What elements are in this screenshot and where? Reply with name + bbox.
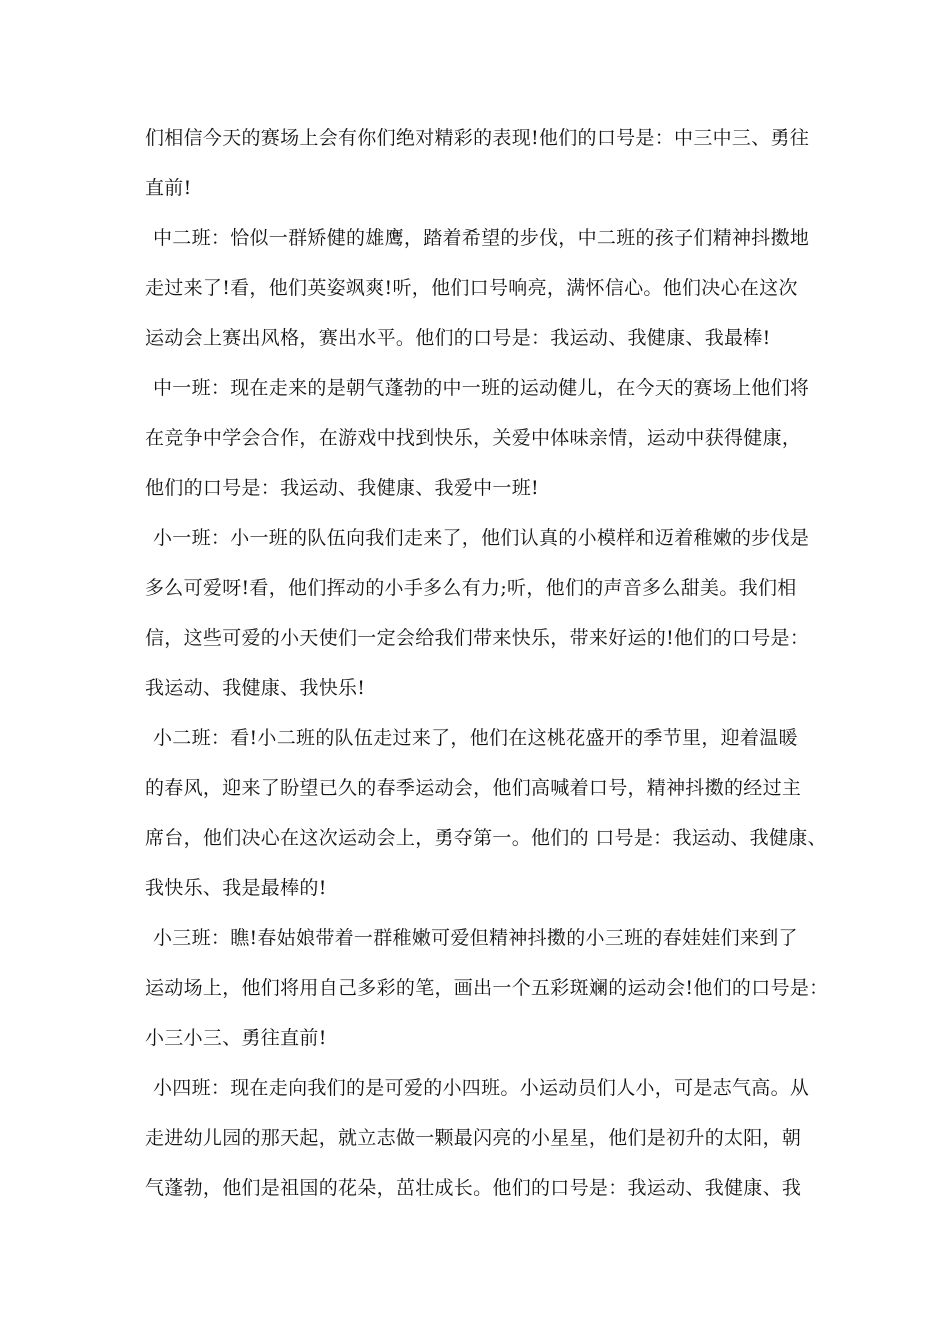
text-line: 直前! — [145, 177, 192, 199]
text-line: 运动场上，他们将用自己多彩的笔，画出一个五彩斑斓的运动会!他们的口号是： — [145, 977, 829, 999]
text-line: 走过来了!看，他们英姿飒爽!听，他们口号响亮，满怀信心。他们决心在这次 — [145, 277, 798, 299]
text-line: 信，这些可爱的小天使们一定会给我们带来快乐，带来好运的!他们的口号是： — [145, 627, 810, 649]
text-line: 中二班：恰似一群矫健的雄鹰，踏着希望的步伐，中二班的孩子们精神抖擞地 — [153, 227, 810, 249]
text-line: 气蓬勃，他们是祖国的花朵，茁壮成长。他们的口号是：我运动、我健康、我 — [145, 1177, 802, 1199]
text-line: 小三小三、勇往直前! — [145, 1027, 327, 1049]
text-line: 运动会上赛出风格，赛出水平。他们的口号是：我运动、我健康、我最棒! — [145, 327, 771, 349]
text-line: 们相信今天的赛场上会有你们绝对精彩的表现!他们的口号是：中三中三、勇往 — [145, 127, 810, 149]
text-line: 他们的口号是：我运动、我健康、我爱中一班! — [145, 477, 539, 499]
text-line: 中一班：现在走来的是朝气蓬勃的中一班的运动健儿，在今天的赛场上他们将 — [153, 377, 810, 399]
text-line: 小二班：看!小二班的队伍走过来了，他们在这桃花盛开的季节里，迎着温暖 — [153, 727, 798, 749]
text-line: 我运动、我健康、我快乐! — [145, 677, 366, 699]
text-line: 小一班：小一班的队伍向我们走来了，他们认真的小模样和迈着稚嫩的步伐是 — [153, 527, 810, 549]
text-line: 我快乐、我是最棒的! — [145, 877, 327, 899]
text-line: 在竞争中学会合作，在游戏中找到快乐，关爱中体味亲情，运动中获得健康， — [145, 427, 802, 449]
text-line: 席台，他们决心在这次运动会上，勇夺第一。他们的 口号是：我运动、我健康、 — [145, 827, 827, 849]
text-line: 小四班：现在走向我们的是可爱的小四班。小运动员们人小，可是志气高。从 — [153, 1077, 810, 1099]
text-line: 多么可爱呀!看，他们挥动的小手多么有力;听，他们的声音多么甜美。我们相 — [145, 577, 797, 599]
text-line: 走进幼儿园的那天起，就立志做一颗最闪亮的小星星，他们是初升的太阳，朝 — [145, 1127, 802, 1149]
text-line: 小三班：瞧!春姑娘带着一群稚嫩可爱但精神抖擞的小三班的春娃娃们来到了 — [153, 927, 798, 949]
text-line: 的春风，迎来了盼望已久的春季运动会，他们高喊着口号，精神抖擞的经过主 — [145, 777, 802, 799]
